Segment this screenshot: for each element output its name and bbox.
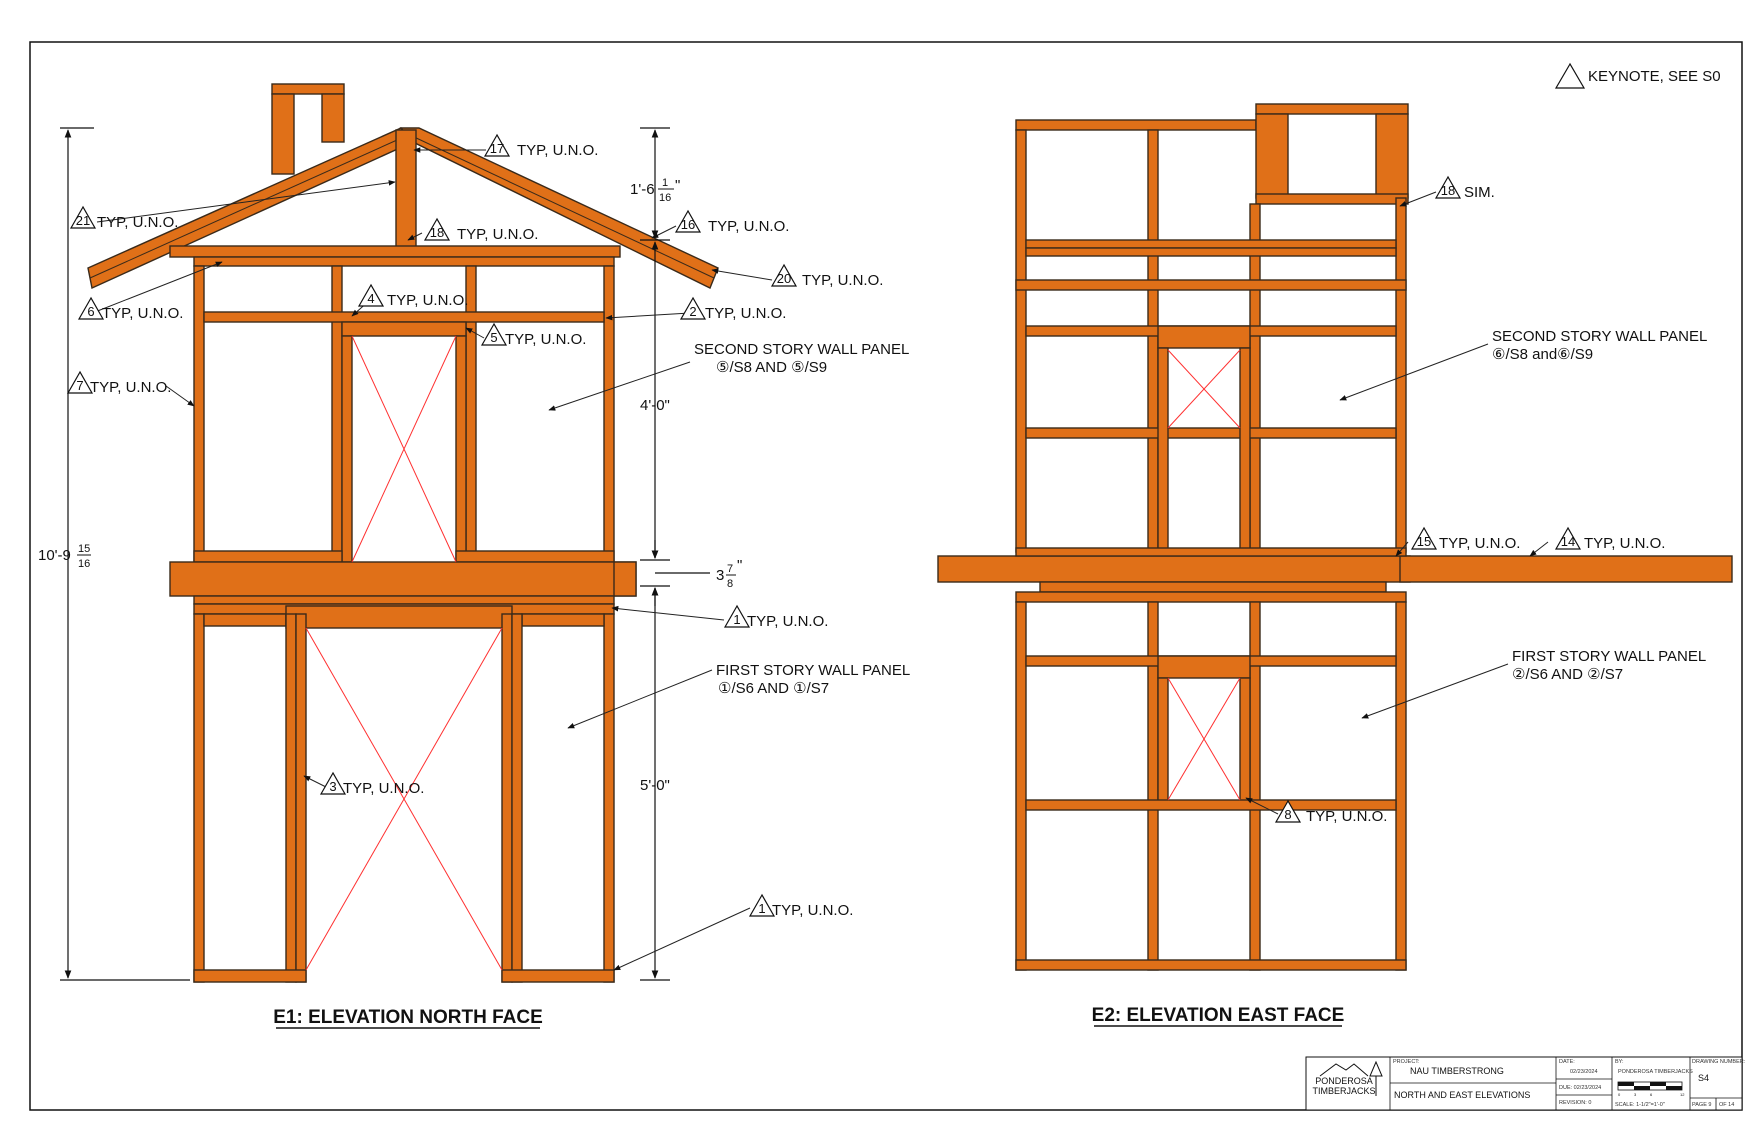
- svg-text:PONDEROSA TIMBERJACKS: PONDEROSA TIMBERJACKS: [1618, 1069, 1693, 1075]
- svg-text:PROJECT:: PROJECT:: [1393, 1059, 1420, 1065]
- svg-text:": ": [675, 177, 681, 194]
- svg-text:2: 2: [689, 304, 697, 319]
- keynote-4: [359, 285, 468, 309]
- svg-text:KEYNOTE, SEE S0: KEYNOTE, SEE S0: [1588, 68, 1721, 85]
- svg-text:SCALE: 1-1/2"=1'-0": SCALE: 1-1/2"=1'-0": [1615, 1102, 1665, 1108]
- keynote-16: [676, 211, 789, 235]
- first-story-callout: [716, 662, 910, 697]
- svg-text:1: 1: [662, 177, 669, 189]
- keynote-21: [71, 207, 178, 231]
- svg-text:8: 8: [727, 578, 734, 590]
- svg-text:6: 6: [87, 304, 95, 319]
- svg-text:15: 15: [78, 543, 91, 555]
- svg-text:②/S6 AND ②/S7: ②/S6 AND ②/S7: [1512, 666, 1624, 683]
- svg-text:OF 14: OF 14: [1719, 1102, 1735, 1108]
- svg-text:PONDEROSA: PONDEROSA: [1315, 1076, 1373, 1086]
- svg-text:6: 6: [1650, 1092, 1653, 1097]
- svg-text:⑥/S8 and⑥/S9: ⑥/S8 and⑥/S9: [1492, 346, 1594, 363]
- dim-overall-height: [38, 543, 91, 570]
- svg-text:3: 3: [716, 567, 725, 584]
- svg-text:TYP, U.N.O.: TYP, U.N.O.: [517, 142, 599, 159]
- svg-text:S4: S4: [1698, 1073, 1710, 1083]
- svg-text:TYP, U.N.O.: TYP, U.N.O.: [1306, 808, 1388, 825]
- svg-text:①/S6 AND ①/S7: ①/S6 AND ①/S7: [718, 680, 830, 697]
- svg-text:1: 1: [733, 612, 741, 627]
- svg-text:TYP, U.N.O.: TYP, U.N.O.: [708, 218, 790, 235]
- svg-text:REVISION: 0: REVISION: 0: [1559, 1100, 1592, 1106]
- svg-text:NORTH AND EAST ELEVATIONS: NORTH AND EAST ELEVATIONS: [1394, 1090, 1531, 1100]
- svg-text:TYP, U.N.O.: TYP, U.N.O.: [387, 292, 469, 309]
- svg-text:DATE:: DATE:: [1559, 1059, 1575, 1065]
- dim-upper-wall: 4'-0": [640, 397, 670, 414]
- svg-text:⑤/S8 AND ⑤/S9: ⑤/S8 AND ⑤/S9: [716, 359, 828, 376]
- svg-text:TYP, U.N.O.: TYP, U.N.O.: [505, 331, 587, 348]
- east-elevation-title: E2: ELEVATION EAST FACE: [1091, 1005, 1345, 1026]
- second-story-callout: [694, 341, 909, 376]
- svg-text:14: 14: [1560, 534, 1576, 549]
- svg-text:21: 21: [75, 213, 91, 228]
- svg-text:5: 5: [490, 330, 498, 345]
- svg-text:SECOND STORY WALL PANEL: SECOND STORY WALL PANEL: [694, 341, 910, 358]
- svg-text:17: 17: [489, 141, 505, 156]
- keynote-5: [482, 324, 586, 348]
- svg-text:0: 0: [1618, 1092, 1621, 1097]
- svg-text:3: 3: [329, 779, 337, 794]
- svg-text:TYP, U.N.O.: TYP, U.N.O.: [97, 214, 179, 231]
- keynote-1-sill: [750, 895, 853, 919]
- keynote-18: [425, 219, 538, 243]
- svg-text:TYP, U.N.O.: TYP, U.N.O.: [1439, 535, 1521, 552]
- svg-text:16: 16: [659, 192, 672, 204]
- svg-text:10'-9: 10'-9: [38, 547, 71, 564]
- svg-text:BY:: BY:: [1615, 1059, 1624, 1065]
- svg-text:16: 16: [680, 217, 696, 232]
- svg-text:SIM.: SIM.: [1464, 184, 1495, 201]
- svg-text:12: 12: [1680, 1092, 1685, 1097]
- north-elevation-framing: [88, 84, 718, 982]
- svg-text:TYP, U.N.O.: TYP, U.N.O.: [772, 902, 854, 919]
- svg-text:DUE: 02/23/2024: DUE: 02/23/2024: [1559, 1085, 1602, 1091]
- svg-text:NAU TIMBERSTRONG: NAU TIMBERSTRONG: [1410, 1066, 1504, 1076]
- svg-text:TYP, U.N.O.: TYP, U.N.O.: [90, 379, 172, 396]
- svg-text:PAGE 9: PAGE 9: [1692, 1102, 1712, 1108]
- svg-text:15: 15: [1416, 534, 1432, 549]
- keynote-17: [485, 135, 598, 159]
- svg-text:TYP, U.N.O.: TYP, U.N.O.: [457, 226, 539, 243]
- east-first-story-callout: [1512, 648, 1706, 683]
- keynote-14: [1556, 528, 1665, 552]
- svg-text:TIMBERJACKS: TIMBERJACKS: [1312, 1086, 1376, 1096]
- keynote-7: [68, 372, 171, 396]
- svg-text:3: 3: [1634, 1092, 1637, 1097]
- north-elevation-title: E1: ELEVATION NORTH FACE: [273, 1007, 543, 1028]
- svg-text:DRAWING NUMBER:: DRAWING NUMBER:: [1692, 1059, 1746, 1065]
- east-elevation: [938, 104, 1732, 1026]
- keynote-18-sim: [1436, 177, 1495, 201]
- east-second-story-callout: [1492, 328, 1707, 363]
- dim-lower-wall: 5'-0": [640, 777, 670, 794]
- svg-text:1'-6: 1'-6: [630, 181, 655, 198]
- dim-floor-depth: [716, 557, 742, 590]
- svg-text:16: 16: [78, 558, 91, 570]
- svg-text:18: 18: [429, 225, 445, 240]
- svg-text:02/23/2024: 02/23/2024: [1570, 1069, 1598, 1075]
- north-elevation: [38, 84, 910, 1028]
- svg-text:": ": [737, 557, 743, 574]
- keynote-3: [321, 773, 424, 797]
- keynote-1-floor: [725, 606, 828, 630]
- svg-text:4: 4: [367, 291, 375, 306]
- svg-text:20: 20: [776, 271, 792, 286]
- svg-text:TYP, U.N.O.: TYP, U.N.O.: [102, 305, 184, 322]
- keynote-6: [79, 298, 183, 322]
- keynote-20: [772, 265, 883, 289]
- svg-text:7: 7: [727, 563, 734, 575]
- svg-text:TYP, U.N.O.: TYP, U.N.O.: [343, 780, 425, 797]
- svg-text:18: 18: [1440, 183, 1456, 198]
- svg-text:FIRST STORY WALL PANEL: FIRST STORY WALL PANEL: [716, 662, 911, 679]
- svg-text:TYP, U.N.O.: TYP, U.N.O.: [705, 305, 787, 322]
- svg-text:FIRST STORY WALL PANEL: FIRST STORY WALL PANEL: [1512, 648, 1707, 665]
- title-block: [1306, 1057, 1746, 1110]
- svg-text:TYP, U.N.O.: TYP, U.N.O.: [1584, 535, 1666, 552]
- keynote-legend: [1556, 64, 1721, 88]
- svg-text:7: 7: [76, 378, 84, 393]
- svg-text:TYP, U.N.O.: TYP, U.N.O.: [802, 272, 884, 289]
- svg-text:8: 8: [1284, 807, 1292, 822]
- svg-text:SECOND STORY WALL PANEL: SECOND STORY WALL PANEL: [1492, 328, 1708, 345]
- svg-text:TYP, U.N.O.: TYP, U.N.O.: [747, 613, 829, 630]
- keynote-15: [1412, 528, 1520, 552]
- keynote-2: [681, 298, 786, 322]
- svg-text:1: 1: [758, 901, 766, 916]
